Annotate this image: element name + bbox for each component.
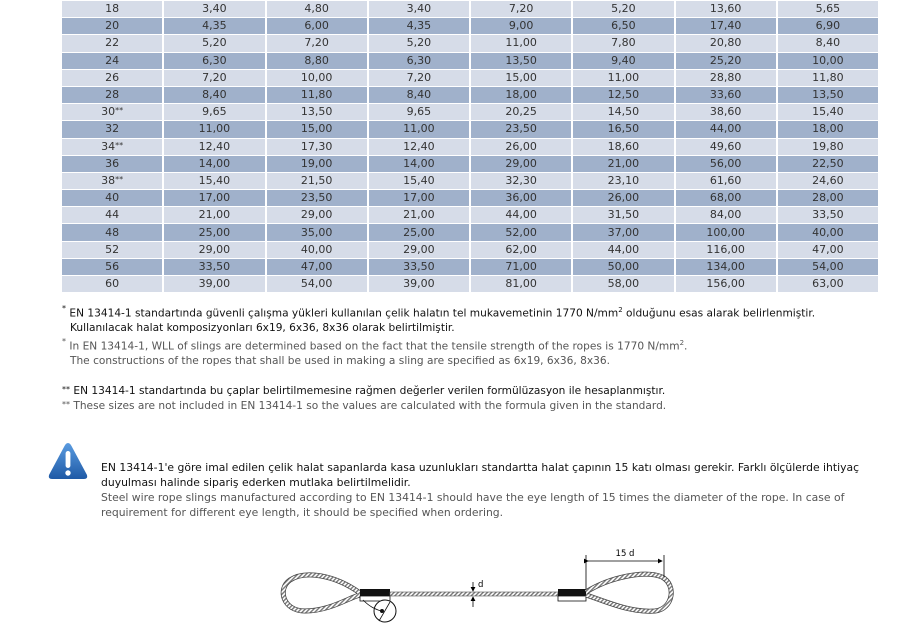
wll-cell: 6,50 [573, 18, 673, 34]
wll-cell: 8,80 [267, 53, 367, 69]
diameter-cell: 22 [62, 35, 162, 51]
diameter-cell: 56 [62, 259, 162, 275]
footnote-marker: ** [115, 140, 124, 150]
warning-en-line1: Steel wire rope slings manufactured according to EN 13414-1 should have the eye length of 15 times the diameter of the rope. In case of [101, 491, 845, 504]
wll-cell: 11,00 [369, 121, 469, 137]
wll-cell: 25,20 [676, 53, 776, 69]
note-text: olduğunu esas alarak belirlenmiştir. [622, 307, 816, 320]
wll-cell: 14,00 [164, 156, 264, 172]
left-eye-loop [283, 575, 360, 611]
wll-cell: 28,80 [676, 70, 776, 86]
wll-cell: 116,00 [676, 242, 776, 258]
wll-cell: 17,00 [164, 190, 264, 206]
diameter-cell: 48 [62, 224, 162, 240]
wll-cell: 17,00 [369, 190, 469, 206]
superscript: 2 [679, 338, 685, 347]
table-row [62, 53, 878, 69]
wll-cell: 8,40 [778, 35, 878, 51]
wll-cell: 16,50 [573, 121, 673, 137]
wll-cell: 52,00 [471, 224, 571, 240]
wll-cell: 17,40 [676, 18, 776, 34]
diameter-cell: 60 [62, 276, 162, 292]
diameter-cell: 18 [62, 1, 162, 17]
wll-cell: 81,00 [471, 276, 571, 292]
wll-cell: 44,00 [471, 207, 571, 223]
wll-cell: 21,00 [369, 207, 469, 223]
wll-cell: 58,00 [573, 276, 673, 292]
wll-cell: 20,25 [471, 104, 571, 120]
diameter-cell: 44 [62, 207, 162, 223]
wll-cell: 7,20 [471, 1, 571, 17]
wll-cell: 21,00 [164, 207, 264, 223]
wll-cell: 7,20 [267, 35, 367, 51]
diameter-cell: 38** [62, 173, 162, 189]
wll-cell: 15,00 [471, 70, 571, 86]
wll-cell: 40,00 [778, 224, 878, 240]
wll-cell: 23,50 [267, 190, 367, 206]
double-star-note-tr [62, 384, 666, 399]
single-star-note-en [62, 336, 815, 354]
wll-cell: 33,50 [164, 259, 264, 275]
wll-cell: 10,00 [778, 53, 878, 69]
wll-cell: 21,00 [573, 156, 673, 172]
table-row [62, 104, 878, 120]
left-ferrule [360, 589, 390, 596]
table-row [62, 35, 878, 51]
main-rope [390, 592, 558, 596]
wll-cell: 3,40 [369, 1, 469, 17]
wll-cell: 28,00 [778, 190, 878, 206]
wll-cell: 7,80 [573, 35, 673, 51]
wll-cell: 11,80 [778, 70, 878, 86]
diameter-cell: 36 [62, 156, 162, 172]
wll-cell: 7,20 [164, 70, 264, 86]
wll-cell: 10,00 [267, 70, 367, 86]
wll-cell: 63,00 [778, 276, 878, 292]
wll-cell: 13,50 [471, 53, 571, 69]
wll-cell: 37,00 [573, 224, 673, 240]
note-text: . [684, 340, 688, 353]
diameter-cell: 34** [62, 139, 162, 155]
wll-cell: 12,40 [164, 139, 264, 155]
wll-cell: 8,40 [369, 87, 469, 103]
wll-cell: 19,80 [778, 139, 878, 155]
table-row [62, 259, 878, 275]
wll-cell: 54,00 [778, 259, 878, 275]
wll-cell: 4,35 [369, 18, 469, 34]
wll-cell: 31,50 [573, 207, 673, 223]
wll-cell: 40,00 [267, 242, 367, 258]
wll-cell: 6,90 [778, 18, 878, 34]
table-row [62, 224, 878, 240]
wll-cell: 29,00 [369, 242, 469, 258]
diameter-label: d [478, 580, 484, 590]
warning-en-line2: requirement for different eye length, it should be specified when ordering. [101, 506, 504, 519]
wll-cell: 39,00 [164, 276, 264, 292]
wll-cell: 19,00 [267, 156, 367, 172]
footnote-marker: ** [115, 106, 124, 116]
wll-cell: 8,40 [164, 87, 264, 103]
table-row [62, 190, 878, 206]
table-row [62, 87, 878, 103]
double-star-note [62, 384, 666, 413]
table-row [62, 70, 878, 86]
right-eye-loop [586, 574, 671, 611]
wll-cell: 29,00 [164, 242, 264, 258]
table-row [62, 139, 878, 155]
warning-triangle-icon [47, 441, 89, 481]
wll-cell: 56,00 [676, 156, 776, 172]
table-row [62, 173, 878, 189]
wll-cell: 17,30 [267, 139, 367, 155]
wll-cell: 9,65 [369, 104, 469, 120]
wll-cell: 156,00 [676, 276, 776, 292]
wll-cell: 12,50 [573, 87, 673, 103]
wll-cell: 29,00 [471, 156, 571, 172]
table-row [62, 276, 878, 292]
wll-cell: 47,00 [778, 242, 878, 258]
wll-cell: 33,50 [369, 259, 469, 275]
wll-cell: 12,40 [369, 139, 469, 155]
footnote-marker: * [62, 336, 66, 346]
wll-cell: 18,00 [778, 121, 878, 137]
footnote-marker: ** [62, 385, 70, 394]
eye-length-warning [101, 460, 901, 520]
wll-cell: 26,00 [573, 190, 673, 206]
detail-circle [363, 600, 396, 622]
table-row [62, 18, 878, 34]
diameter-cell: 28 [62, 87, 162, 103]
wll-cell: 49,60 [676, 139, 776, 155]
wll-cell: 25,00 [164, 224, 264, 240]
single-star-note [62, 303, 815, 368]
wll-cell: 6,00 [267, 18, 367, 34]
wll-cell: 21,50 [267, 173, 367, 189]
wll-cell: 29,00 [267, 207, 367, 223]
wll-cell: 6,30 [164, 53, 264, 69]
footnote-marker: ** [115, 174, 124, 184]
wll-cell: 9,00 [471, 18, 571, 34]
note-text: In EN 13414-1, WLL of slings are determined based on the fact that the tensile strength of the ropes is 1770 N/mm [69, 340, 680, 353]
wll-cell: 15,40 [778, 104, 878, 120]
wll-cell: 14,00 [369, 156, 469, 172]
wll-cell: 26,00 [471, 139, 571, 155]
wll-cell: 18,00 [471, 87, 571, 103]
diameter-cell: 20 [62, 18, 162, 34]
wll-cell: 5,20 [573, 1, 673, 17]
wll-cell: 50,00 [573, 259, 673, 275]
wll-cell: 33,60 [676, 87, 776, 103]
wll-cell: 15,40 [369, 173, 469, 189]
wll-cell: 5,65 [778, 1, 878, 17]
table-row [62, 1, 878, 17]
wll-cell: 22,50 [778, 156, 878, 172]
wll-cell: 23,10 [573, 173, 673, 189]
wll-cell: 62,00 [471, 242, 571, 258]
note-text: EN 13414-1 standartında güvenli çalışma yükleri kullanılan çelik halatın tel mukavemetinin 1770 N/mm [69, 307, 619, 320]
right-ferrule-base [558, 596, 586, 601]
wll-cell: 24,60 [778, 173, 878, 189]
wll-cell: 13,60 [676, 1, 776, 17]
diameter-cell: 24 [62, 53, 162, 69]
wll-cell: 84,00 [676, 207, 776, 223]
wll-cell: 18,60 [573, 139, 673, 155]
wll-cell: 14,50 [573, 104, 673, 120]
double-star-note-en [62, 399, 666, 414]
table-row [62, 207, 878, 223]
wll-cell: 38,60 [676, 104, 776, 120]
note-text: EN 13414-1 standartında bu çaplar belirtilmemesine rağmen değerler verilen formülüzasyon ile hesaplanmıştır. [73, 385, 666, 397]
wll-cell: 39,00 [369, 276, 469, 292]
wll-cell: 25,00 [369, 224, 469, 240]
wire-rope-sling-diagram [275, 545, 695, 630]
wll-cell: 47,00 [267, 259, 367, 275]
footnote-marker: ** [62, 399, 70, 409]
superscript: 2 [618, 306, 623, 314]
diameter-cell: 26 [62, 70, 162, 86]
warning-tr-line1: EN 13414-1'e göre imal edilen çelik halat sapanlarda kasa uzunlukları standartta halat çapının 15 katı olması gerekir. Farklı ölçülerde ihtiyaç [101, 461, 860, 474]
diameter-cell: 32 [62, 121, 162, 137]
wll-cell: 15,40 [164, 173, 264, 189]
table-row [62, 242, 878, 258]
wll-cell: 7,20 [369, 70, 469, 86]
wll-cell: 9,65 [164, 104, 264, 120]
wll-cell: 32,30 [471, 173, 571, 189]
dimension-label: 15 d [615, 549, 635, 559]
wll-cell: 15,00 [267, 121, 367, 137]
diameter-cell: 30** [62, 104, 162, 120]
wll-cell: 13,50 [778, 87, 878, 103]
single-star-note-tr [62, 303, 815, 321]
table-row [62, 121, 878, 137]
single-star-note-en-line2: The constructions of the ropes that shall be used in making a sling are specified as 6x19, 6x36, 8x36. [70, 354, 611, 367]
wll-cell: 20,80 [676, 35, 776, 51]
single-star-note-tr-line2: Kullanılacak halat komposizyonları 6x19, 6x36, 8x36 olarak belirtilmiştir. [70, 322, 455, 335]
wll-cell: 6,30 [369, 53, 469, 69]
wll-cell: 23,50 [471, 121, 571, 137]
wll-cell: 71,00 [471, 259, 571, 275]
wll-cell: 35,00 [267, 224, 367, 240]
wll-cell: 100,00 [676, 224, 776, 240]
wll-cell: 13,50 [267, 104, 367, 120]
note-text: These sizes are not included in EN 13414-1 so the values are calculated with the formula given in the standard. [73, 399, 667, 412]
wll-cell: 44,00 [676, 121, 776, 137]
warning-tr-line2: duyulması halinde sipariş ederken mutlaka belirtilmelidir. [101, 476, 411, 489]
footnote-marker: * [62, 304, 66, 313]
wll-cell: 11,80 [267, 87, 367, 103]
wll-cell: 11,00 [164, 121, 264, 137]
wll-cell: 5,20 [164, 35, 264, 51]
diameter-cell: 40 [62, 190, 162, 206]
wll-cell: 9,40 [573, 53, 673, 69]
table-row [62, 156, 878, 172]
sling-capacity-table [60, 0, 880, 293]
wll-cell: 4,35 [164, 18, 264, 34]
wll-cell: 5,20 [369, 35, 469, 51]
wll-cell: 54,00 [267, 276, 367, 292]
wll-cell: 61,60 [676, 173, 776, 189]
wll-cell: 11,00 [471, 35, 571, 51]
wll-cell: 68,00 [676, 190, 776, 206]
wll-cell: 11,00 [573, 70, 673, 86]
wll-cell: 44,00 [573, 242, 673, 258]
wll-cell: 134,00 [676, 259, 776, 275]
wll-cell: 3,40 [164, 1, 264, 17]
right-ferrule [558, 589, 586, 596]
wll-cell: 36,00 [471, 190, 571, 206]
wll-cell: 4,80 [267, 1, 367, 17]
diameter-cell: 52 [62, 242, 162, 258]
wll-cell: 33,50 [778, 207, 878, 223]
